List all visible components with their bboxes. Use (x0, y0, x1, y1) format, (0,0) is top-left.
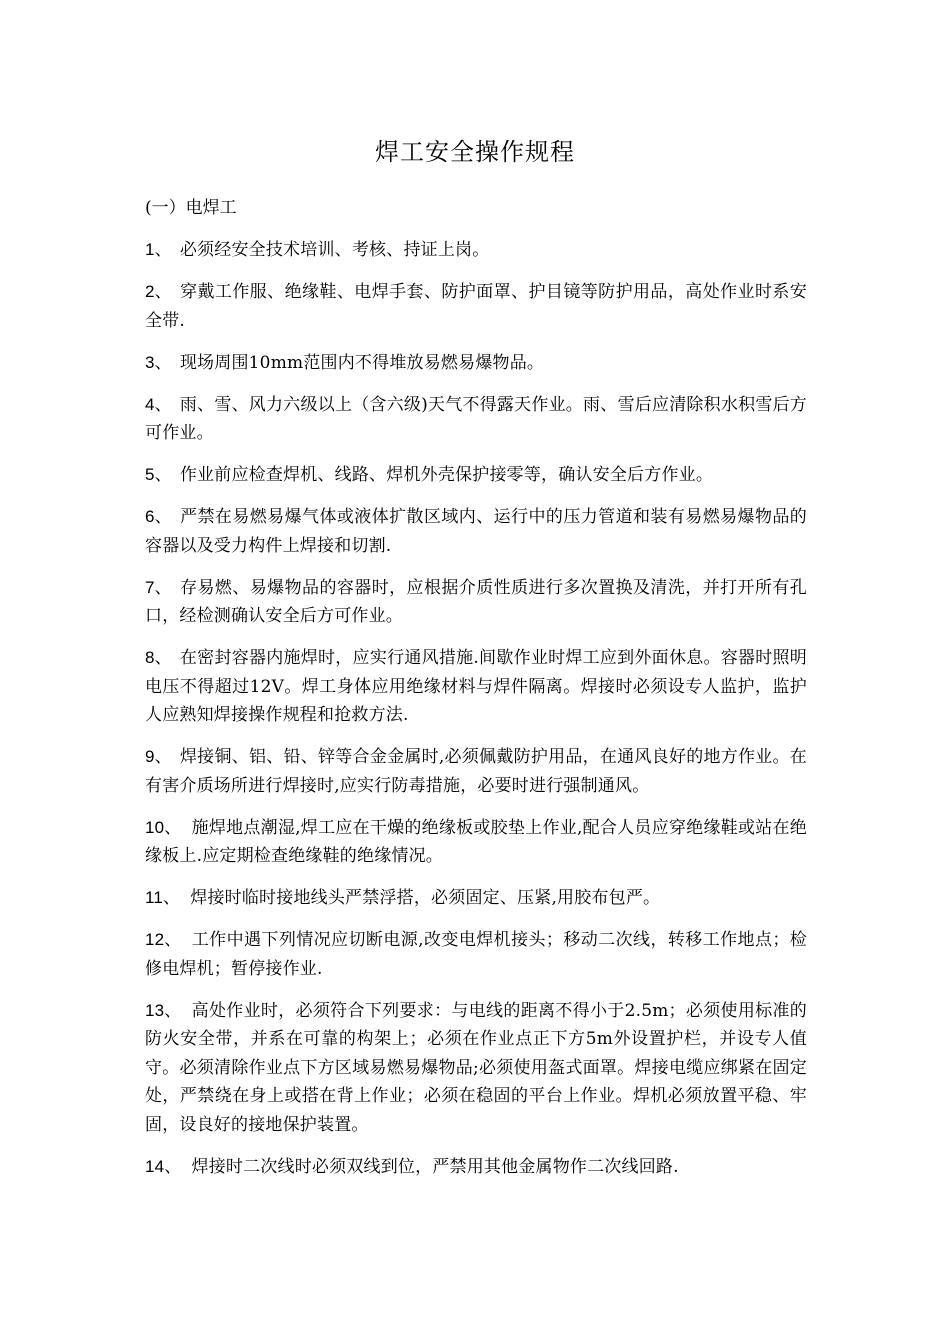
item-number: 8、 (145, 648, 172, 667)
item-text: 焊接铜、铝、铅、锌等合金金属时,必须佩戴防护用品，在通风良好的地方作业。在有害介质场所进行焊接时,应实行防毒措施，必要时进行强制通风。 (145, 747, 807, 796)
item-number: 9、 (145, 747, 172, 766)
list-item (145, 884, 807, 913)
item-number: 1、 (145, 240, 172, 259)
item-number: 13、 (145, 1000, 182, 1020)
list-item (145, 574, 807, 631)
item-number: 11、 (145, 888, 181, 907)
list-item (145, 391, 807, 448)
item-text: 在密封容器内施焊时，应实行通风措施.间歇作业时焊工应到外面休息。容器时照明电压不得超过12V。焊工身体应用绝缘材料与焊件隔离。焊接时必须设专人监护，监护人应熟知焊接操作规程和抢救方法. (145, 648, 807, 725)
document-body (145, 194, 807, 1195)
item-text: 作业前应检查焊机、线路、焊机外壳保护接零等，确认安全后方作业。 (179, 465, 714, 485)
list-item (145, 814, 807, 871)
item-text: 雨、雪、风力六级以上（含六级)天气不得露天作业。雨、雪后应清除积水积雪后方可作业。 (145, 394, 807, 443)
item-text: 穿戴工作服、绝缘鞋、电焊手套、防护面罩、护目镜等防护用品，高处作业时系安全带. (145, 282, 807, 331)
list-item (145, 743, 807, 800)
item-number: 10、 (145, 817, 182, 837)
item-text: 高处作业时，必须符合下列要求：与电线的距离不得小于2.5m；必须使用标准的防火安全带，并系在可靠的构架上；必须在作业点正下方5m外设置护栏，并设专人值守。必须清除作业点下方区域易燃易爆物品;必须使用盔式面罩。焊接电缆应绑紧在固定处，严禁绕在身上或搭在背上作业；必须在稳固的平台上作业。焊机必须放置平稳、牢固，设良好的接地保护装置。 (145, 1000, 807, 1135)
item-number: 5、 (145, 465, 172, 484)
item-number: 12、 (145, 930, 182, 949)
item-text: 工作中遇下列情况应切断电源,改变电焊机接头；移动二次线，转移工作地点；检修电焊机；暂停接作业. (145, 930, 807, 979)
item-text: 施焊地点潮湿,焊工应在干燥的绝缘板或胶垫上作业,配合人员应穿绝缘鞋或站在绝缘板上.应定期检查绝缘鞋的绝缘情况。 (145, 817, 807, 866)
item-text: 存易燃、易爆物品的容器时，应根据介质性质进行多次置换及清洗，并打开所有孔口，经检测确认安全后方可作业。 (145, 577, 807, 626)
item-number: 4、 (145, 394, 172, 414)
list-item (145, 503, 807, 560)
item-text: 必须经安全技术培训、考核、持证上岗。 (179, 240, 490, 260)
list-item (145, 236, 807, 265)
list-item (145, 278, 807, 335)
list-item (145, 461, 807, 490)
item-number: 7、 (145, 577, 172, 597)
list-item (145, 349, 807, 378)
document-title: 焊工安全操作规程 (375, 138, 575, 166)
item-number: 3、 (145, 352, 172, 372)
item-text: 焊接时临时接地线头严禁浮搭，必须固定、压紧,用胶布包严。 (190, 888, 661, 908)
item-number: 6、 (145, 507, 172, 526)
item-text: 现场周围10mm范围内不得堆放易燃易爆物品。 (179, 352, 545, 373)
item-text: 焊接时二次线时必须双线到位，严禁用其他金属物作二次线回路. (191, 1156, 679, 1177)
list-item (145, 926, 807, 983)
item-number: 14、 (145, 1156, 182, 1176)
list-item (145, 997, 807, 1140)
item-text: 严禁在易燃易爆气体或液体扩散区域内、运行中的压力管道和装有易燃易爆物品的容器以及受力构件上焊接和切割. (145, 507, 807, 556)
list-item (145, 644, 807, 730)
list-item (145, 1153, 807, 1182)
item-number: 2、 (145, 282, 172, 301)
section-heading: (一）电焊工 (145, 198, 237, 218)
